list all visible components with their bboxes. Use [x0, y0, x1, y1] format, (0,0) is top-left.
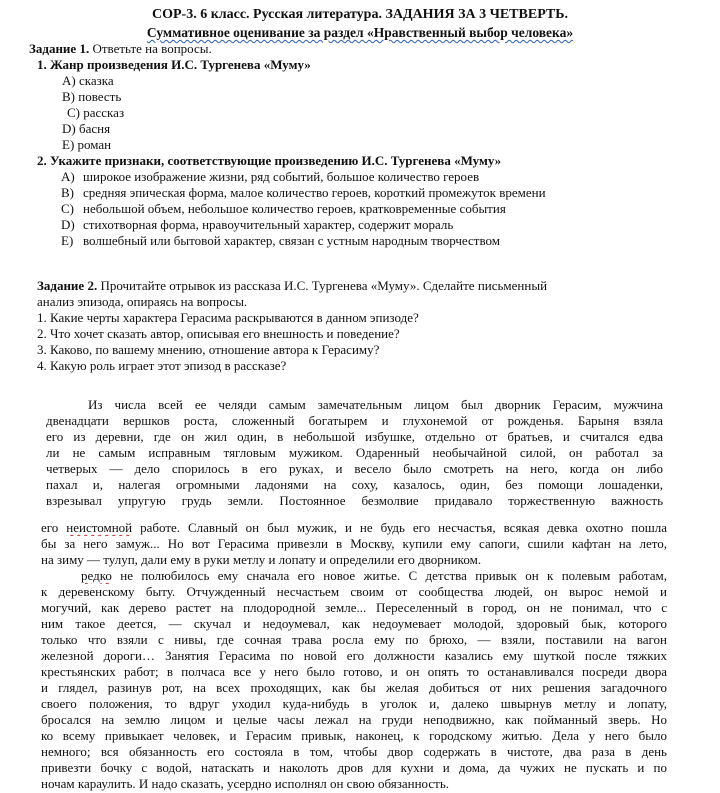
task1-question-2: 2. Укажите признаки, соответствующие произведению И.С. Тургенева «Муму» — [37, 153, 502, 168]
q2-option-letter: B) — [61, 185, 74, 200]
passage1-line: пахал и, налегая огромными ладонями на соху, казалось, один, без помощи лошаденки, — [46, 477, 663, 492]
passage2-line: и глядел, разинув рот, на всех проходящих, как бы желая добиться от них решения загадочного — [41, 680, 667, 695]
q1-option-d: D) басня — [62, 121, 111, 136]
q2-option-b — [61, 185, 546, 200]
passage2-line: немного; вся обязанность его состояла в том, чтобы двор содержать в чистоте, два раза в день — [41, 744, 667, 759]
passage1-line: четверых — дело спорилось в его руках, и весело было смотреть на него, когда он либо — [46, 461, 663, 476]
task1-label: Задание 1. — [29, 41, 90, 56]
passage2-line: могучий, как дерево растет на плодородной земле... Переселенный в город, он не понимал, что с — [41, 600, 667, 615]
task2-question-2: 2. Что хочет сказать автор, описывая его внешность и поведение? — [37, 326, 400, 341]
task2-intro-line2: анализ эпизода, опираясь на вопросы. — [37, 294, 248, 309]
passage2-line-1: его неистомной работе. Славный он был мужик, и не будь его несчастья, всякая девка охотно пошла — [41, 520, 667, 535]
passage1-line: Из числа всей ее челяди самым замечательным лицом был дворник Герасим, мужчина — [88, 397, 663, 412]
passage2-last-line: ночам караулить. И надо сказать, усердно исполнял он свою обязанность. — [41, 776, 450, 791]
passage1-line: ли не самым исправным тягловым мужиком. Одаренный необычайной силой, он работал за — [46, 445, 663, 460]
q1-option-a: A) сказка — [62, 73, 114, 88]
q1-option-c: C) рассказ — [67, 105, 125, 120]
q1-option-b: B) повесть — [62, 89, 122, 104]
passage2-line: своего положения, то вдруг уходил куда-нибудь в уголок и, далеко швырнув метлу и лопату, — [41, 696, 667, 711]
passage1-line: взрезывал упругую грудь земли. Постоянное безмолвие придавало торжественную важность — [46, 493, 663, 508]
passage2-line-2: бы за него замуж... Но вот Герасима привезли в Москву, купили ему сапоги, сшили кафтан на лето, — [41, 536, 667, 551]
q1-option-e: E) роман — [62, 137, 112, 152]
document-subtitle — [0, 25, 720, 40]
task1-text: Ответьте на вопросы. — [92, 41, 212, 56]
q2-option-a — [61, 169, 479, 184]
task2-question-1: 1. Какие черты характера Герасима раскрываются в данном эпизоде? — [37, 310, 419, 325]
passage2-line-3: на зиму — тулуп, дали ему в руки метлу и лопату и определили его дворником. — [41, 552, 482, 567]
passage2-line: привезти бочку с водой, натаскать и наколоть дров для кухни и дома, да чужих не пускать и по — [41, 760, 667, 775]
q2-option-letter: A) — [61, 169, 75, 184]
misspelled-word: неистомной — [66, 520, 133, 535]
q2-option-text: волшебный или бытовой характер, связан с устным народным творчеством — [83, 233, 501, 248]
subtitle-text: Суммативное оценивание за раздел «Нравственный выбор человека» — [146, 25, 574, 40]
task1-question-1: 1. Жанр произведения И.С. Тургенева «Муму» — [37, 57, 311, 72]
passage2-line: бросался на землю лицом и целые часы лежал на груди неподвижно, как пойманный зверь. Но — [41, 712, 667, 727]
task2-question-3: 3. Каково, по вашему мнению, отношение автора к Герасиму? — [37, 342, 380, 357]
task2-heading — [37, 278, 547, 293]
task2-label: Задание 2. — [37, 278, 98, 293]
q2-option-letter: C) — [61, 201, 74, 216]
misspelled-word: редко — [81, 568, 112, 583]
q2-option-d — [61, 217, 453, 232]
passage2-line: крестьянских работ; в полчаса все у него было готово, и он опять то останавливался посреди двора — [41, 664, 667, 679]
passage1-line: его из деревни, где он жил один, в небольшой избушке, отдельно от братьев, и считался едва — [46, 429, 663, 444]
passage2-line-4: редко не полюбилось ему сначала его новое житье. С детства привык он к полевым работам, — [81, 568, 667, 583]
q2-option-e — [61, 233, 500, 248]
passage1-line: двенадцати вершков роста, сложенный богатырем и глухонемой от рожденья. Барыня взяла — [46, 413, 663, 428]
q2-option-text: средняя эпическая форма, малое количество героев, короткий промежуток времени — [83, 185, 546, 200]
passage2-line: только что взяли с нивы, где сочная трава росла ему по брюхо, — взяли, поставили на вагон — [41, 632, 667, 647]
q2-option-letter: E) — [61, 233, 74, 248]
passage2-line: к деревенскому быту. Отчужденный несчастьем своим от сообщества людей, он вырос немой и — [41, 584, 667, 599]
task2-question-4: 4. Какую роль играет этот эпизод в рассказе? — [37, 358, 287, 373]
task1-heading — [29, 41, 212, 56]
passage2-line: ко всему привыкает человек, и Герасим привык, наконец, к городскому житью. Дела у него было — [41, 728, 667, 743]
q2-option-text: небольшой объем, небольшое количество героев, кратковременные события — [83, 201, 506, 216]
passage2-line: ним такое деется, — скучал и недоумевал, как недоумевает молодой, здоровый бык, которого — [41, 616, 667, 631]
passage2-line: железной дороги… Занятия Герасима по новой его должности казались ему шуткой после тяжких — [41, 648, 667, 663]
q2-option-text: стихотворная форма, нравоучительный характер, содержит мораль — [83, 217, 454, 232]
q2-option-text: широкое изображение жизни, ряд событий, большое количество героев — [83, 169, 480, 184]
document-title: СОР-3. 6 класс. Русская литература. ЗАДАНИЯ ЗА 3 ЧЕТВЕРТЬ. — [151, 7, 569, 22]
q2-option-c — [61, 201, 506, 216]
task2-intro-line1: Прочитайте отрывок из рассказа И.С. Тургенева «Муму». Сделайте письменный — [100, 278, 548, 293]
q2-option-letter: D) — [61, 217, 75, 232]
